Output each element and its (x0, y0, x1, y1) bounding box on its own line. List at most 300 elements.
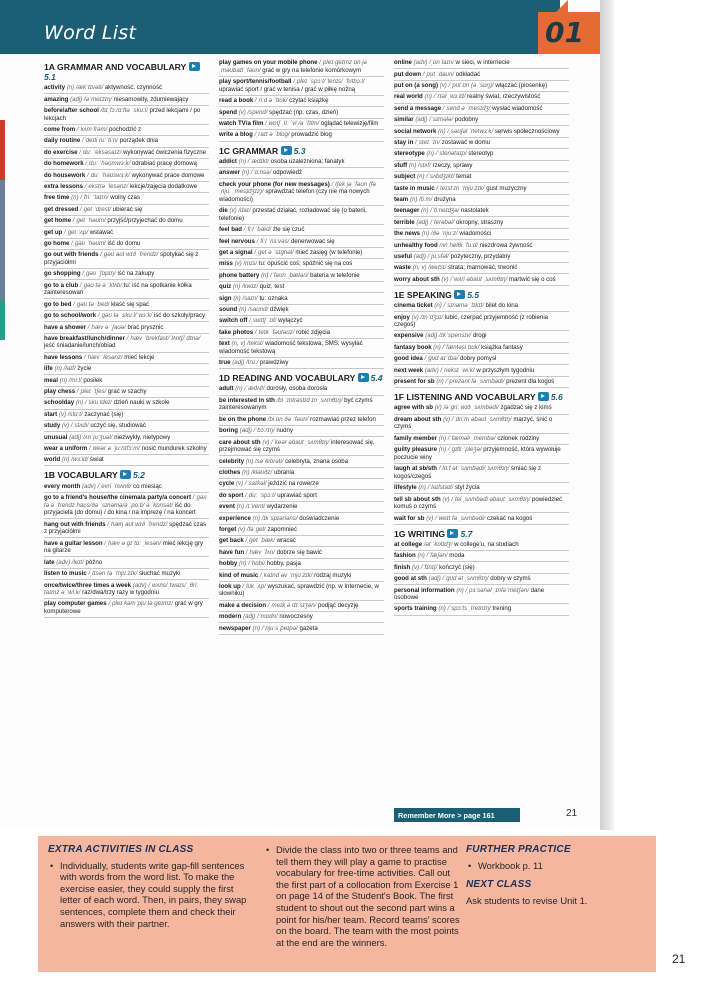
word-entry (394, 240, 569, 251)
translation: odkładać (455, 70, 481, 78)
word-entry (44, 170, 209, 181)
headword: sports training (394, 605, 437, 613)
word-entry (219, 358, 384, 369)
translation: prezent dla kogoś (506, 378, 555, 386)
translation: podjąć decyzję (318, 601, 359, 609)
translation: martwić się o coś (508, 275, 556, 283)
pronunciation: /ˌsend ə ˈmesɪdʒ/ (442, 104, 491, 112)
translation: marzyć, śnić o czymś (394, 415, 553, 431)
pronunciation: /ˌgəʊ tə ə ˈklʌb/ (79, 281, 122, 289)
word-entry (219, 316, 384, 327)
word-entry (219, 168, 384, 179)
pronunciation: /ˌpleɪ geɪmz ɒn jə ˌməʊbaɪl ˈfəʊn/ (219, 59, 367, 74)
headword: quiz (219, 283, 232, 291)
audio-icon[interactable] (454, 290, 465, 299)
pronunciation: /ˌpʊt ˈdaʊn/ (422, 70, 455, 78)
headword: care about sth (219, 438, 261, 446)
word-entry (219, 77, 384, 96)
pronunciation: /ˌweər ə ˈjuːnɪfɔːm/ (89, 445, 140, 452)
pronunciation: (n) /ˈædʌlt/ (235, 385, 265, 393)
headword: fantasy book (394, 343, 432, 351)
word-entry (394, 562, 569, 573)
pronunciation: (v) /ˈkeər əbaʊt ˌsʌmθɪŋ/ (262, 438, 330, 446)
translation: w przyszłym tygodniu (476, 366, 535, 374)
pronunciation: /ˌget ˈbæk/ (245, 537, 275, 545)
translation: tu: iść na spotkanie kółka zainteresowań (44, 281, 192, 297)
translation: prowadzić blog (291, 131, 332, 139)
headword: go to bed (44, 300, 72, 308)
pronunciation: /ˌgəʊ tə ˈbed/ (73, 300, 110, 308)
word-entry (219, 282, 384, 293)
word-entry (394, 585, 569, 604)
word-entry (219, 293, 384, 304)
pronunciation: (adj) /ˈjuːsfəl/ (413, 252, 449, 260)
edge-tab-blue (0, 180, 5, 300)
word-entry (44, 387, 209, 398)
translation: pochodzić z (109, 126, 142, 134)
headword: text (219, 340, 230, 348)
translation: rodzaj muzyki (314, 571, 352, 579)
translation: lubić, czerpać przyjemność (z robienia czegoś) (394, 313, 549, 329)
pronunciation: (v) /stɑːt/ (58, 410, 83, 418)
word-entry (394, 69, 569, 80)
pronunciation: (n) /ˈsɪnəmə ˌtɪkɪt/ (434, 302, 484, 310)
headword: social network (394, 127, 437, 135)
translation: wykonywać prace domowe (131, 171, 205, 179)
pronunciation: (n) /ˌgɪlti ˈpleʒə/ (438, 446, 482, 454)
translation: powiedzieć komuś o czymś (394, 495, 563, 511)
translation: książka fantasy (481, 343, 523, 351)
word-entry (219, 248, 384, 259)
pronunciation: /ˌgəʊ tə ə ˈfrendz haʊs/ðə ˈsɪnəmə/ə ˈpɑːti/ ə ˈkɒnsət/ (44, 494, 207, 509)
translation: zostawać w domu (441, 139, 491, 147)
section-heading (394, 529, 569, 539)
translation: w sieci, w internecie (455, 59, 510, 67)
translation: sprawdzać telefon (czy nie ma nowych wiadomości) (219, 188, 370, 203)
word-entry (44, 280, 209, 299)
translation: przyjść/przyjechać do domu (107, 217, 183, 225)
pronunciation: /ˌlɪsən tə ˈmjuːzɪk/ (88, 570, 138, 578)
headword: cinema ticket (394, 302, 433, 310)
translation: denerwować się (290, 237, 335, 245)
translation: czekać na kogoś (486, 514, 533, 522)
headword: have a guitar lesson (44, 539, 103, 547)
word-entry (219, 259, 384, 270)
translation: aktywność; czynność (104, 84, 163, 92)
pronunciation: (n) /kwɪz/ (232, 283, 259, 291)
translation: rzeczy, sprawy (432, 161, 473, 169)
translation: wyłączyć (278, 317, 303, 325)
translation: robić zdjęcia (296, 328, 330, 336)
word-entry (394, 161, 569, 172)
translation: rozmawiać przez telefon (310, 415, 376, 423)
audio-track-number: 5.5 (467, 289, 480, 300)
translation: słuchać muzyki (139, 570, 181, 578)
translation: mieć lekcję gry na gitarze (44, 539, 203, 555)
headword: wear a uniform (44, 445, 88, 452)
pronunciation: (n) /səˈlebrəti/ (245, 457, 284, 465)
translation: członek rodziny (497, 434, 540, 442)
translation: wstawać (89, 228, 114, 236)
audio-icon[interactable] (538, 392, 549, 401)
section-heading (44, 62, 209, 82)
headword: hang out with friends (44, 520, 106, 528)
headword: true (219, 359, 231, 367)
word-entry (219, 536, 384, 547)
translation: strata; marnować, trwonić (448, 264, 518, 272)
translation: włączać (piosenkę) (495, 82, 548, 90)
headword: newspaper (219, 624, 251, 632)
extra-activity-2: • Divide the class into two or three teams and tell them they will play a game to practise vocabulary for free-time activities. Call out the first part of a collocation from Exercise 1 on page 14 of the Student's Book. The first student to shout out the second part wins a point for his/her team. Record teams' scores on the board. The team with the most points at the end are the winners. (264, 844, 462, 948)
pronunciation: (v) /fəˈget/ (237, 525, 266, 533)
pronunciation: (n) /miːl/ (59, 376, 82, 384)
section-heading (44, 470, 209, 480)
pronunciation: (n) /ˈfæʃən/ (417, 552, 448, 560)
word-entry (394, 58, 569, 69)
translation: uczyć się, studiować (90, 422, 146, 430)
translation: odrabiać pracę domową (131, 160, 197, 168)
headword: online (394, 59, 412, 67)
headword: have a shower (44, 323, 86, 331)
translation: uprawiać sport / grać w tenisa / grać w piłkę nożną (219, 85, 356, 93)
pronunciation: (v) /daɪ/ (229, 207, 251, 215)
headword: hobby (219, 560, 238, 568)
word-entry (44, 421, 209, 432)
translation: realny świat, rzeczywistość (467, 93, 541, 101)
teacher-notes-box (38, 836, 656, 972)
audio-track-number: 5.1 (44, 72, 56, 82)
word-entry (219, 339, 384, 358)
headword: sound (219, 305, 238, 313)
pronunciation: /ˌget ˈhəʊm/ (72, 217, 106, 225)
pronunciation: /bi ɒn ðə ˈfəʊn/ (267, 415, 309, 423)
audio-icon[interactable] (120, 470, 131, 479)
word-entry (394, 263, 569, 274)
section-title: 1A GRAMMAR AND VOCABULARY (44, 62, 187, 72)
pronunciation: /ˌhæv ə gɪˈtɑː ˌlesən/ (104, 539, 161, 547)
pronunciation: (adv) /ˌnekst ˈwiːk/ (424, 366, 475, 374)
pronunciation: /ˌteɪk ˈfəʊtəʊz/ (254, 328, 295, 336)
extra-activities-column-2 (264, 844, 462, 948)
translation: interesować się, przejmować się czymś (219, 438, 375, 454)
word-entry (219, 437, 384, 456)
pronunciation: /ˌfiːl ˈnɜːvəs/ (256, 237, 290, 245)
remember-more-link[interactable]: Remember More > page 161 (394, 808, 520, 822)
headword: worry about sth (394, 275, 440, 283)
translation: nowoczesny (279, 613, 313, 621)
word-entry (44, 410, 209, 421)
headword: look up (219, 582, 241, 590)
word-entry (44, 227, 209, 238)
translation: lekcje/zajęcia dodatkowe (129, 183, 198, 191)
pronunciation: (n) /saɪn/ (233, 294, 258, 302)
translation: bilet do kina (485, 302, 519, 310)
translation: dane osobowe (394, 586, 545, 602)
headword: do homework (44, 160, 84, 168)
pronunciation: (n, v) /weɪst/ (412, 264, 447, 272)
headword: send a message (394, 104, 442, 112)
word-entry (219, 623, 384, 634)
headword: take photos (219, 328, 254, 336)
translation: spotykać się z przyjaciółmi (44, 251, 199, 266)
word-entry (44, 106, 209, 125)
word-entry (219, 547, 384, 558)
edge-tab-red (0, 120, 5, 180)
headword: agree with sb (394, 404, 433, 412)
headword: get dressed (44, 205, 79, 213)
pronunciation: /ˌduː ˈeksəsaɪz/ (79, 148, 122, 156)
pronunciation: (n, v) /tekst/ (231, 340, 264, 348)
translation: co miesiąc (133, 482, 162, 490)
headword: boring (219, 427, 238, 435)
headword: phone battery (219, 271, 260, 279)
word-entry (219, 225, 384, 236)
translation: niezwykły, nietypowy (114, 433, 171, 441)
word-entry (394, 483, 569, 494)
section-heading (219, 146, 384, 156)
word-entry (219, 305, 384, 316)
word-entry (219, 479, 384, 490)
headword: have lessons (44, 353, 83, 361)
headword: schoolday (44, 399, 75, 407)
audio-track-number: 5.7 (460, 528, 473, 539)
word-entry (394, 354, 569, 365)
translation: wykonywać ćwiczenia fizyczne (123, 148, 207, 156)
headword: expensive (394, 332, 424, 340)
translation: wolny czas (110, 194, 140, 202)
translation: podobny (454, 116, 479, 124)
audio-icon[interactable] (281, 146, 292, 155)
word-entry (219, 570, 384, 581)
translation: spędzać (np. czas, dzień) (269, 108, 339, 116)
word-entry (44, 481, 209, 492)
headword: useful (394, 252, 412, 260)
word-entry (394, 92, 569, 103)
headword: be interested in sth (219, 396, 275, 404)
extra-activity-1: • Individually, students write gap-fill sentences with words from the word list. To make the exercise easier, they could supply the first letter of each word. Then, in pairs, they swap sentences, complete them and check their answers with their partner. (48, 860, 250, 930)
pronunciation: /ˌwɒtʃ ˌtiː ˈviː/ə ˈfɪlm/ (265, 120, 320, 128)
translation: wiadomości (459, 230, 492, 238)
translation: niesamowity, zdumiewający (113, 95, 189, 103)
headword: experience (219, 514, 251, 522)
audio-track-number: 5.6 (550, 392, 563, 403)
translation: dobry pomysł (460, 355, 497, 363)
pronunciation: /ˌduː ˈspɔːt/ (245, 491, 276, 499)
pronunciation: (adv) /ˌwʌns/ˌtwaɪs/ ˌθriː taɪmz ə ˈwiːk/ (44, 581, 199, 597)
word-entry (394, 434, 569, 445)
headword: similar (394, 116, 414, 124)
word-entry (44, 455, 209, 466)
word-entry (219, 119, 384, 130)
translation: odpowiedź (272, 169, 303, 177)
pronunciation: (n) /ˌsəʊʃəl ˈnetwɜːk/ (438, 127, 494, 135)
pronunciation: (n) /ˈɑːnsə/ (241, 169, 272, 177)
headword: meal (44, 376, 58, 384)
pronunciation: /ˌpleɪ kəmˈpjuːtə geɪmz/ (108, 600, 173, 608)
pronunciation: (v) /ˈstʌdi/ (61, 422, 89, 430)
section-heading (219, 373, 384, 383)
translation: zgadzać się z kimś (500, 404, 552, 412)
headword: get back (219, 537, 244, 545)
word-entry (394, 217, 569, 228)
pronunciation: (n) /saʊnd/ (238, 305, 269, 313)
translation: wysłać wiadomość (492, 104, 543, 112)
audio-icon[interactable] (358, 373, 369, 382)
audio-icon[interactable] (447, 529, 458, 538)
pronunciation: /ˌget ˈdrest/ (79, 205, 112, 213)
word-entry (394, 540, 569, 551)
headword: unusual (44, 433, 68, 441)
word-entry (219, 456, 384, 467)
headword: family member (394, 434, 438, 442)
headword: get a signal (219, 248, 253, 256)
pronunciation: (adj) /ˈsɪmələ/ (415, 116, 454, 124)
word-entry (44, 193, 209, 204)
page-shadow (600, 0, 614, 830)
word-entry (394, 252, 569, 263)
headword: sign (219, 294, 232, 302)
word-entry (219, 96, 384, 107)
translation: dzień nauki w szkole (113, 399, 170, 407)
word-entry (394, 229, 569, 240)
word-entry (219, 270, 384, 281)
pronunciation: (v) /ˌtel ˌsʌmbədi əbaʊt ˌsʌmθɪŋ/ (442, 495, 531, 503)
pronunciation: /ˌlʊk ˈʌp/ (242, 582, 266, 590)
word-entry (219, 107, 384, 118)
headword: clothes (219, 468, 241, 476)
pronunciation: /ˌhæv ˈlesənz/ (83, 353, 123, 361)
translation: styl życia (454, 484, 480, 492)
pronunciation: /ˈkʌm frəm/ (76, 126, 108, 134)
translation: wydarzenie (266, 503, 298, 511)
pronunciation: /ˌpleɪ ˈspɔːt/ˈtenɪs/ ˈfʊtbɔːl/ (293, 78, 365, 86)
unit-number: 01 (545, 16, 584, 49)
headword: go to school/work (44, 312, 97, 320)
headword: event (219, 503, 235, 511)
word-entry (219, 601, 384, 612)
pronunciation: (n) /ˌpɜːsənəl ˌɪnfəˈmeɪʃən/ (456, 586, 529, 594)
word-entry (394, 331, 569, 342)
word-entry (394, 604, 569, 615)
headword: get up (44, 228, 63, 236)
section-title: 1B VOCABULARY (44, 470, 118, 481)
pronunciation: (n) /wɜːld/ (61, 456, 89, 464)
headword: real world (394, 93, 423, 101)
headword: celebrity (219, 457, 245, 465)
translation: grać w gry komputerowe (44, 600, 203, 616)
word-entry (394, 377, 569, 388)
translation: iść do domu (107, 239, 141, 247)
word-entry (44, 557, 209, 568)
headword: stuff (394, 161, 408, 169)
pronunciation: (n) /ɪˈvent/ (236, 503, 265, 511)
headword: be on the phone (219, 415, 267, 423)
word-entry (44, 569, 209, 580)
translation: niezdrowa żywność (479, 241, 533, 249)
translation: w college'u, na studiach (454, 540, 519, 548)
headword: stereotype (394, 150, 425, 158)
headword: waste (394, 264, 411, 272)
word-entry (44, 159, 209, 170)
translation: quiz, test (259, 283, 285, 291)
headword: go home (44, 239, 70, 247)
pronunciation: /ˌduː ˈhəʊmwɜːk/ (85, 160, 131, 168)
translation: serwis społecznościowy (494, 127, 560, 135)
practice-column (466, 844, 650, 906)
word-entry (394, 494, 569, 513)
pronunciation: /ˌswɪtʃ ˈɒf/ (249, 317, 277, 325)
translation: osoba uzależniona; fanatyk (270, 157, 345, 165)
audio-icon[interactable] (189, 62, 200, 71)
pronunciation: (adv) /leɪt/ (56, 558, 84, 566)
headword: subject (394, 173, 416, 181)
word-column-2 (219, 58, 384, 635)
pronunciation: (n) /ˈædɪkt/ (238, 157, 269, 165)
word-entry (44, 334, 209, 353)
headword: fashion (394, 552, 416, 560)
pronunciation: (adj) /ʌnˈjuːʒuəl/ (69, 433, 113, 441)
word-column-1 (44, 58, 209, 618)
translation: moda (449, 552, 465, 560)
word-entry (394, 464, 569, 483)
translation: wracać (276, 537, 296, 545)
word-entry (394, 574, 569, 585)
pronunciation: (n) /ˈfəʊn ˌbætəri/ (261, 271, 309, 279)
section-title: 1E SPEAKING (394, 289, 452, 300)
word-entry (44, 125, 209, 136)
headword: every month (44, 482, 81, 490)
translation: drogi (472, 332, 487, 340)
extra-activities-column-1 (48, 844, 250, 929)
word-entry (44, 94, 209, 105)
headword: free time (44, 194, 70, 202)
translation: dorosły, osoba dorosła (266, 385, 328, 393)
translation: przestać działać, rozładować się (o baterii, telefonie) (219, 207, 367, 222)
word-entry (44, 136, 209, 147)
pronunciation: /ˌraɪt ə ˈblɒg/ (254, 131, 290, 139)
headword: life (44, 365, 53, 373)
pronunciation: (adj) /ˈgʊd ət ˌsʌmθɪŋ/ (428, 575, 489, 583)
word-entry (44, 239, 209, 250)
word-entry (394, 513, 569, 524)
pronunciation: /ˌriːd ə ˈbʊk/ (254, 97, 288, 105)
translation: późno (85, 558, 103, 566)
audio-track-number: 5.4 (370, 373, 383, 384)
headword: extra lessons (44, 183, 83, 191)
pronunciation: /ˌgəʊ aʊt wɪð ˈfrendz/ (100, 251, 159, 259)
word-entry (44, 398, 209, 409)
headword: personal information (394, 586, 455, 594)
headword: get home (44, 217, 72, 225)
translation: raz/dwa/trzy razy w tygodniu (82, 589, 159, 597)
headword: do exercise (44, 148, 78, 156)
translation: brać prysznic (127, 323, 164, 331)
pronunciation: (n) /ækˈtɪvəti/ (66, 84, 104, 92)
headword: have breakfast/lunch/dinner (44, 334, 125, 342)
word-entry (219, 157, 384, 168)
further-practice-item: • Workbook p. 11 (466, 860, 650, 872)
translation: dobry w czymś (490, 575, 531, 583)
headword: present for sb (394, 378, 435, 386)
headword: feel bad (219, 226, 243, 234)
word-entry (394, 104, 569, 115)
headword: the news (394, 230, 421, 238)
pronunciation: /ˌhæv ə ˈʃaʊə/ (87, 323, 126, 331)
word-entry (44, 493, 209, 520)
translation: oglądać telewizję/film (320, 120, 379, 128)
pronunciation: (n) /ˈsʌbdʒɪkt/ (417, 173, 455, 181)
translation: posiłek (83, 376, 103, 384)
